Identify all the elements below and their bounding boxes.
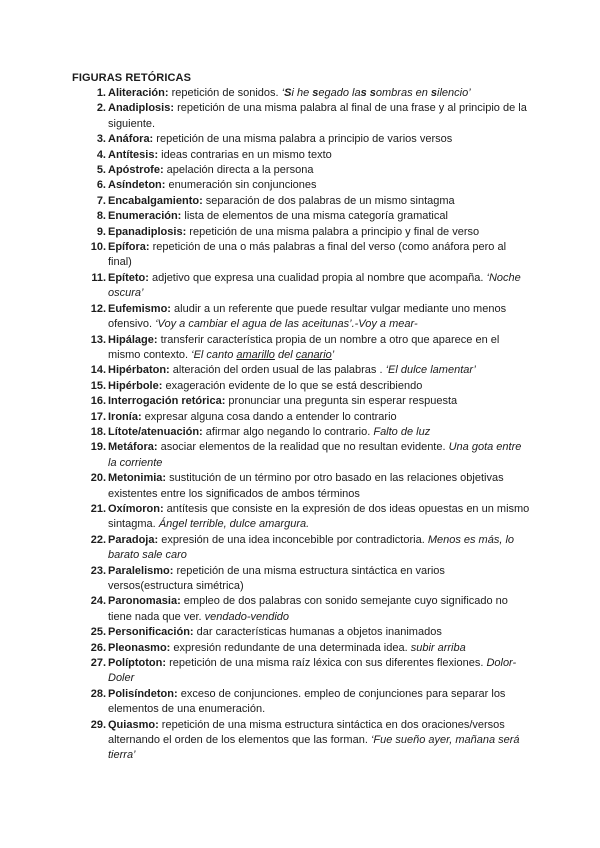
example-emphasis: s bbox=[312, 87, 319, 99]
item-term: Paralelismo: bbox=[108, 564, 174, 577]
item-description: ideas contrarias en un mismo texto bbox=[158, 148, 332, 161]
item-description: repetición de una misma estructura sintáctica en varios versos(estructura simétrica) bbox=[108, 564, 445, 592]
item-description: exceso de conjunciones. empleo de conjunciones para separar los elementos de una enumeración. bbox=[108, 687, 506, 716]
list-item bbox=[80, 132, 530, 147]
item-term: Hipérbaton: bbox=[108, 364, 170, 377]
item-description: expresión redundante de una determinada idea. bbox=[170, 641, 411, 654]
list-item bbox=[80, 240, 530, 271]
item-number: 7. bbox=[96, 194, 106, 207]
item-number: 20. bbox=[90, 472, 106, 485]
item-example bbox=[282, 87, 471, 99]
list-item bbox=[80, 209, 530, 224]
item-description: afirmar algo negando lo contrario. bbox=[202, 425, 374, 438]
item-number: 9. bbox=[96, 225, 106, 238]
item-description: antítesis que consiste en la expresión de dos ideas opuestas en un mismo sintagma. bbox=[108, 502, 530, 531]
item-description: exageración evidente de lo que se está describiendo bbox=[162, 379, 423, 392]
example-emphasis: s bbox=[430, 87, 438, 99]
item-description: repetición de una misma palabra a principio y final de verso bbox=[186, 225, 480, 238]
item-term: Epíteto: bbox=[108, 271, 149, 284]
item-term: Ironía: bbox=[108, 410, 142, 423]
list-item bbox=[80, 502, 530, 533]
item-example: ‘Voy a cambiar el agua de las aceitunas’.-Voy a mear- bbox=[155, 318, 418, 331]
item-term: Interrogación retórica: bbox=[108, 395, 226, 408]
item-number: 2. bbox=[96, 102, 106, 115]
item-term: Personificación: bbox=[108, 626, 194, 639]
item-number: 3. bbox=[96, 133, 106, 146]
item-description: adjetivo que expresa una cualidad propia al nombre que acompaña. bbox=[148, 271, 487, 284]
list-item bbox=[80, 394, 530, 409]
item-term: Metáfora: bbox=[108, 441, 158, 454]
item-description: transferir característica propia de un nombre a otro que aparece en el mismo contexto. bbox=[108, 333, 500, 361]
item-number: 8. bbox=[96, 210, 106, 223]
item-number: 29. bbox=[90, 718, 106, 731]
item-term: Enumeración: bbox=[108, 210, 182, 223]
list-item bbox=[80, 471, 530, 502]
item-description: sustitución de un término por otro basado en las relaciones objetivas existentes entre los significados de ambos términos bbox=[108, 472, 504, 500]
list-item bbox=[80, 625, 530, 640]
list-item bbox=[80, 410, 530, 425]
page-title: FIGURAS RETÓRICAS bbox=[72, 72, 192, 84]
item-example: subir arriba bbox=[410, 641, 466, 654]
item-number: 4. bbox=[96, 148, 106, 161]
item-term: Encabalgamiento: bbox=[108, 194, 203, 207]
item-description: repetición de una misma raíz léxica con sus diferentes flexiones. bbox=[166, 657, 487, 670]
list-item bbox=[80, 594, 530, 625]
item-number: 12. bbox=[90, 302, 106, 315]
item-description: apelación directa a la persona bbox=[163, 164, 314, 177]
example-text: ‘ bbox=[281, 87, 285, 99]
example-text: ombras en bbox=[375, 87, 431, 99]
list-item bbox=[80, 656, 530, 687]
item-description: lista de elementos de una misma categoría gramatical bbox=[181, 210, 448, 223]
example-emphasis: amarillo bbox=[236, 348, 275, 361]
item-number: 18. bbox=[90, 425, 106, 438]
item-term: Anáfora: bbox=[108, 133, 154, 146]
item-number: 22. bbox=[90, 533, 106, 546]
item-example: Menos es más, lo barato sale caro bbox=[108, 533, 515, 562]
item-description: repetición de una misma palabra a principio de varios versos bbox=[153, 133, 453, 146]
item-number: 24. bbox=[90, 595, 106, 608]
item-description: expresar alguna cosa dando a entender lo contrario bbox=[141, 410, 397, 423]
list-item bbox=[80, 86, 530, 101]
item-description: asociar elementos de la realidad que no resultan evidente. bbox=[157, 441, 449, 454]
example-text: ‘El canto bbox=[191, 348, 237, 361]
item-example: Dolor-Doler bbox=[108, 657, 517, 685]
item-term: Pleonasmo: bbox=[108, 641, 171, 654]
item-number: 25. bbox=[90, 626, 106, 639]
item-example: ‘Noche oscura’ bbox=[108, 271, 521, 300]
item-term: Oxímoron: bbox=[108, 502, 164, 515]
item-term: Quiasmo: bbox=[108, 718, 159, 731]
item-term: Lítote/atenuación: bbox=[108, 425, 203, 438]
item-example: ‘El dulce lamentar’ bbox=[385, 364, 476, 377]
list-item bbox=[80, 718, 530, 764]
item-term: Paronomasia: bbox=[108, 595, 181, 608]
figures-list bbox=[80, 86, 530, 764]
item-description: repetición de una o más palabras a final del verso (como anáfora pero al final) bbox=[108, 241, 507, 269]
item-term: Anadiplosis: bbox=[108, 102, 175, 115]
item-description: repetición de una misma palabra al final de una frase y al principio de la siguiente. bbox=[108, 102, 527, 130]
example-text: ’ bbox=[331, 348, 335, 361]
list-item bbox=[80, 425, 530, 440]
item-term: Antítesis: bbox=[108, 148, 159, 161]
item-term: Hipálage: bbox=[108, 333, 158, 346]
item-number: 21. bbox=[90, 502, 106, 515]
item-number: 13. bbox=[90, 333, 106, 346]
list-item bbox=[80, 163, 530, 178]
list-item bbox=[80, 194, 530, 209]
list-item bbox=[80, 225, 530, 240]
list-item bbox=[80, 302, 530, 333]
item-term: Epífora: bbox=[108, 241, 150, 254]
item-number: 1. bbox=[96, 87, 106, 99]
item-example: vendado-vendido bbox=[204, 610, 290, 623]
item-term: Apóstrofe: bbox=[108, 164, 164, 177]
list-item bbox=[80, 379, 530, 394]
item-term: Políptoton: bbox=[108, 657, 167, 670]
item-description: separación de dos palabras de un mismo sintagma bbox=[202, 194, 455, 207]
item-number: 27. bbox=[90, 657, 106, 670]
item-description: dar características humanas a objetos inanimados bbox=[193, 626, 442, 639]
item-example: Una gota entre la corriente bbox=[108, 441, 522, 469]
item-number: 19. bbox=[90, 441, 106, 454]
item-number: 6. bbox=[96, 179, 106, 192]
item-example: Falto de luz bbox=[373, 425, 431, 438]
list-item bbox=[80, 687, 530, 718]
item-number: 23. bbox=[90, 564, 106, 577]
item-term: Polisíndeton: bbox=[108, 687, 178, 700]
list-item bbox=[80, 533, 530, 564]
item-description: enumeración sin conjunciones bbox=[165, 179, 317, 192]
item-term: Paradoja: bbox=[108, 533, 159, 546]
example-emphasis: S bbox=[284, 87, 292, 99]
item-term: Metonimia: bbox=[108, 472, 167, 485]
item-number: 11. bbox=[91, 271, 106, 284]
list-item bbox=[80, 148, 530, 163]
item-number: 16. bbox=[90, 395, 106, 408]
item-example bbox=[191, 349, 334, 361]
item-description: aludir a un referente que puede resultar vulgar mediante uno menos ofensivo. bbox=[108, 302, 507, 331]
list-item bbox=[80, 363, 530, 378]
item-description: alteración del orden usual de las palabras . bbox=[169, 364, 386, 377]
item-description: expresión de una idea inconcebible por contradictoria. bbox=[158, 533, 428, 546]
example-emphasis: canario bbox=[295, 348, 332, 361]
item-description: empleo de dos palabras con sonido semejante cuyo significado no tiene nada que ver. bbox=[108, 595, 508, 623]
list-item bbox=[80, 178, 530, 193]
item-term: Eufemismo: bbox=[108, 302, 171, 315]
item-term: Hipérbole: bbox=[108, 379, 163, 392]
list-item bbox=[80, 564, 530, 595]
example-text: egado la bbox=[318, 87, 361, 99]
item-number: 26. bbox=[90, 641, 106, 654]
example-text: ilencio’ bbox=[437, 87, 471, 99]
list-item bbox=[80, 333, 530, 364]
item-number: 15. bbox=[90, 379, 106, 392]
example-text: i he bbox=[291, 87, 313, 99]
item-number: 17. bbox=[90, 410, 106, 423]
item-term: Asíndeton: bbox=[108, 179, 166, 192]
item-number: 28. bbox=[90, 687, 106, 700]
item-example: Ángel terrible, dulce amargura. bbox=[158, 518, 310, 531]
example-text: del bbox=[274, 348, 296, 361]
item-term: Aliteración: bbox=[108, 87, 169, 99]
list-item bbox=[80, 641, 530, 656]
list-item bbox=[80, 101, 530, 132]
item-number: 10. bbox=[90, 241, 106, 254]
item-term: Epanadiplosis: bbox=[108, 225, 187, 238]
item-description: repetición de sonidos. bbox=[168, 87, 282, 99]
list-item bbox=[80, 440, 530, 471]
item-example: ‘Fue sueño ayer, mañana será tierra’ bbox=[108, 734, 520, 762]
example-emphasis: s s bbox=[360, 87, 376, 99]
item-number: 14. bbox=[90, 364, 106, 377]
list-item bbox=[80, 271, 530, 302]
item-number: 5. bbox=[96, 164, 106, 177]
item-description: pronunciar una pregunta sin esperar respuesta bbox=[225, 395, 458, 408]
item-description: repetición de una misma estructura sintáctica en dos oraciones/versos alternando el orden de los elementos que las forman. bbox=[108, 718, 505, 747]
